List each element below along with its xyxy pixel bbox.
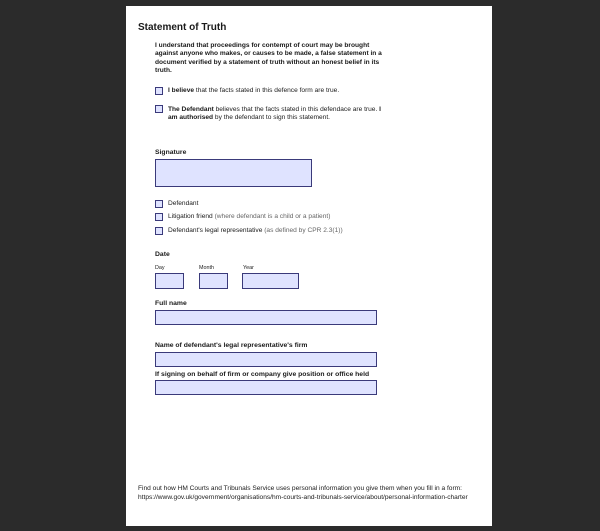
belief-checkbox-defendant[interactable] xyxy=(155,105,163,113)
firm-name-label: Name of defendant's legal representative's firm xyxy=(155,342,308,349)
signature-label: Signature xyxy=(155,149,187,156)
role-checkbox-legal-rep[interactable] xyxy=(155,227,163,235)
month-field[interactable] xyxy=(199,273,228,289)
role-option-legal-rep: Defendant's legal representative (as defined by CPR 2.3(1)) xyxy=(168,227,343,234)
section-heading: Statement of Truth xyxy=(138,22,227,33)
role-option-litigation-friend: Litigation friend (where defendant is a child or a patient) xyxy=(168,213,331,220)
statement-text: I understand that proceedings for contempt of court may be brought against anyone who makes, or causes to be made, a false statement in a document verified by a statement of truth without an honest belief in its truth. xyxy=(155,42,382,75)
belief-option-defendant: The Defendant believes that the facts stated in this defendace are true. I am authorised by the defendant to sign this statement. xyxy=(168,106,381,122)
firm-name-field[interactable] xyxy=(155,352,377,367)
privacy-notice: Find out how HM Courts and Tribunals Service uses personal information you give them when you fill in a form: https://www.gov.uk/government/organisations/hm-courts-and-tribunals-service/about/personal-information-charter xyxy=(138,485,468,501)
role-checkbox-litigation-friend[interactable] xyxy=(155,213,163,221)
year-field[interactable] xyxy=(242,273,299,289)
full-name-field[interactable] xyxy=(155,310,377,325)
role-checkbox-defendant[interactable] xyxy=(155,200,163,208)
position-field[interactable] xyxy=(155,380,377,395)
position-label: If signing on behalf of firm or company give position or office held xyxy=(155,371,370,378)
full-name-label: Full name xyxy=(155,300,187,307)
date-label: Date xyxy=(155,251,170,258)
role-option-defendant: Defendant xyxy=(168,200,199,207)
belief-option-self: I believe that the facts stated in this defence form are true. xyxy=(168,87,340,94)
year-label: Year xyxy=(243,265,254,271)
month-label: Month xyxy=(199,265,214,271)
day-label: Day xyxy=(155,265,165,271)
signature-field[interactable] xyxy=(155,159,312,187)
day-field[interactable] xyxy=(155,273,184,289)
belief-checkbox-self[interactable] xyxy=(155,87,163,95)
form-page xyxy=(126,6,492,526)
